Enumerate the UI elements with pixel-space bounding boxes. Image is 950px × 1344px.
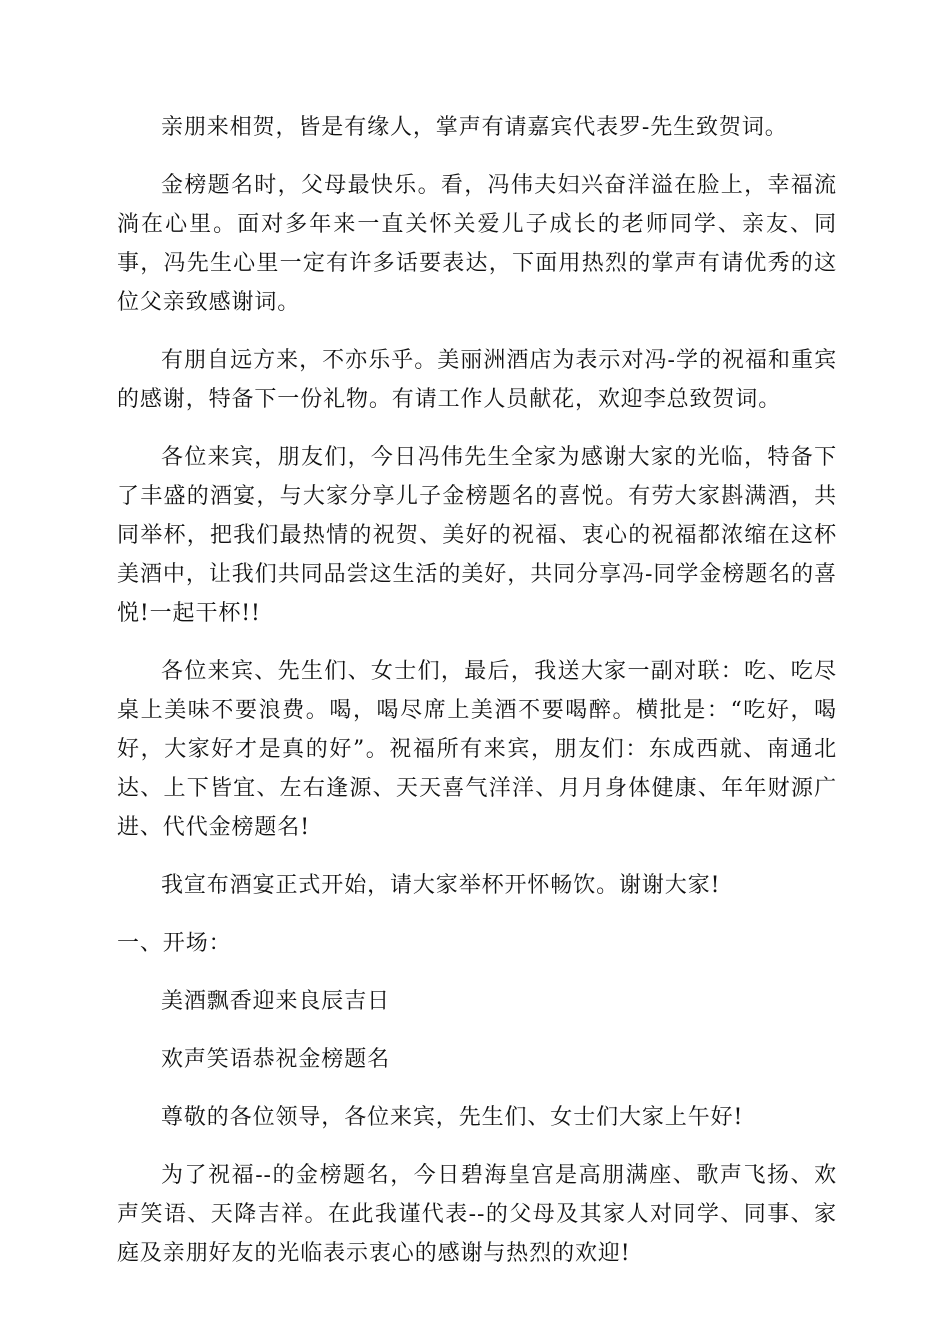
opening-verse-line-1: 美酒飘香迎来良辰吉日 xyxy=(161,989,391,1014)
paragraph-guest-speech-invite: 亲朋来相贺，皆是有缘人，掌声有请嘉宾代表罗-先生致贺词。 xyxy=(161,115,788,140)
paragraph-toast: 各位来宾，朋友们，今日冯伟先生全家为感谢大家的光临，特备下了丰盛的酒宴，与大家分享儿子金榜题名的喜悦。有劳大家斟满酒，共同举杯，把我们最热情的祝贺、美好的祝福、衷心的祝福都浓缩在这杯美酒中，让我们共同品尝这生活的美好，共同分享冯-同学金榜题名的喜悦!一起干杯!! xyxy=(117,445,837,626)
paragraph-couplet-blessing: 各位来宾、先生们、女士们，最后，我送大家一副对联：吃、吃尽桌上美味不要浪费。喝，喝尽席上美酒不要喝醉。横批是：“吃好，喝好，大家好才是真的好”。祝福所有来宾，朋友们：东成西就、南通北达、上下皆宜、左右逢源、天天喜气洋洋、月月身体健康、年年财源广进、代代金榜题名! xyxy=(117,659,837,840)
paragraph-banquet-start: 我宣布酒宴正式开始，请大家举杯开怀畅饮。谢谢大家! xyxy=(161,873,721,898)
opening-verse-line-2: 欢声笑语恭祝金榜题名 xyxy=(161,1047,391,1072)
paragraph-father-thanks-invite: 金榜题名时，父母最快乐。看，冯伟夫妇兴奋洋溢在脸上，幸福流淌在心里。面对多年来一直关怀关爱儿子成长的老师同学、亲友、同事，冯先生心里一定有许多话要表达，下面用热烈的掌声有请优秀的这位父亲致感谢词。 xyxy=(117,173,837,315)
paragraph-greeting: 尊敬的各位领导，各位来宾，先生们、女士们大家上午好! xyxy=(161,1105,744,1130)
section-heading-opening: 一、开场： xyxy=(117,931,232,956)
paragraph-hotel-gift: 有朋自远方来，不亦乐乎。美丽洲酒店为表示对冯-学的祝福和重宾的感谢，特备下一份礼物。有请工作人员献花，欢迎李总致贺词。 xyxy=(117,348,837,412)
document-body xyxy=(117,108,837,1292)
paragraph-welcome: 为了祝福--的金榜题名，今日碧海皇宫是高朋满座、歌声飞扬、欢声笑语、天降吉祥。在此我谨代表--的父母及其家人对同学、同事、家庭及亲朋好友的光临表示衷心的感谢与热烈的欢迎! xyxy=(117,1163,837,1266)
